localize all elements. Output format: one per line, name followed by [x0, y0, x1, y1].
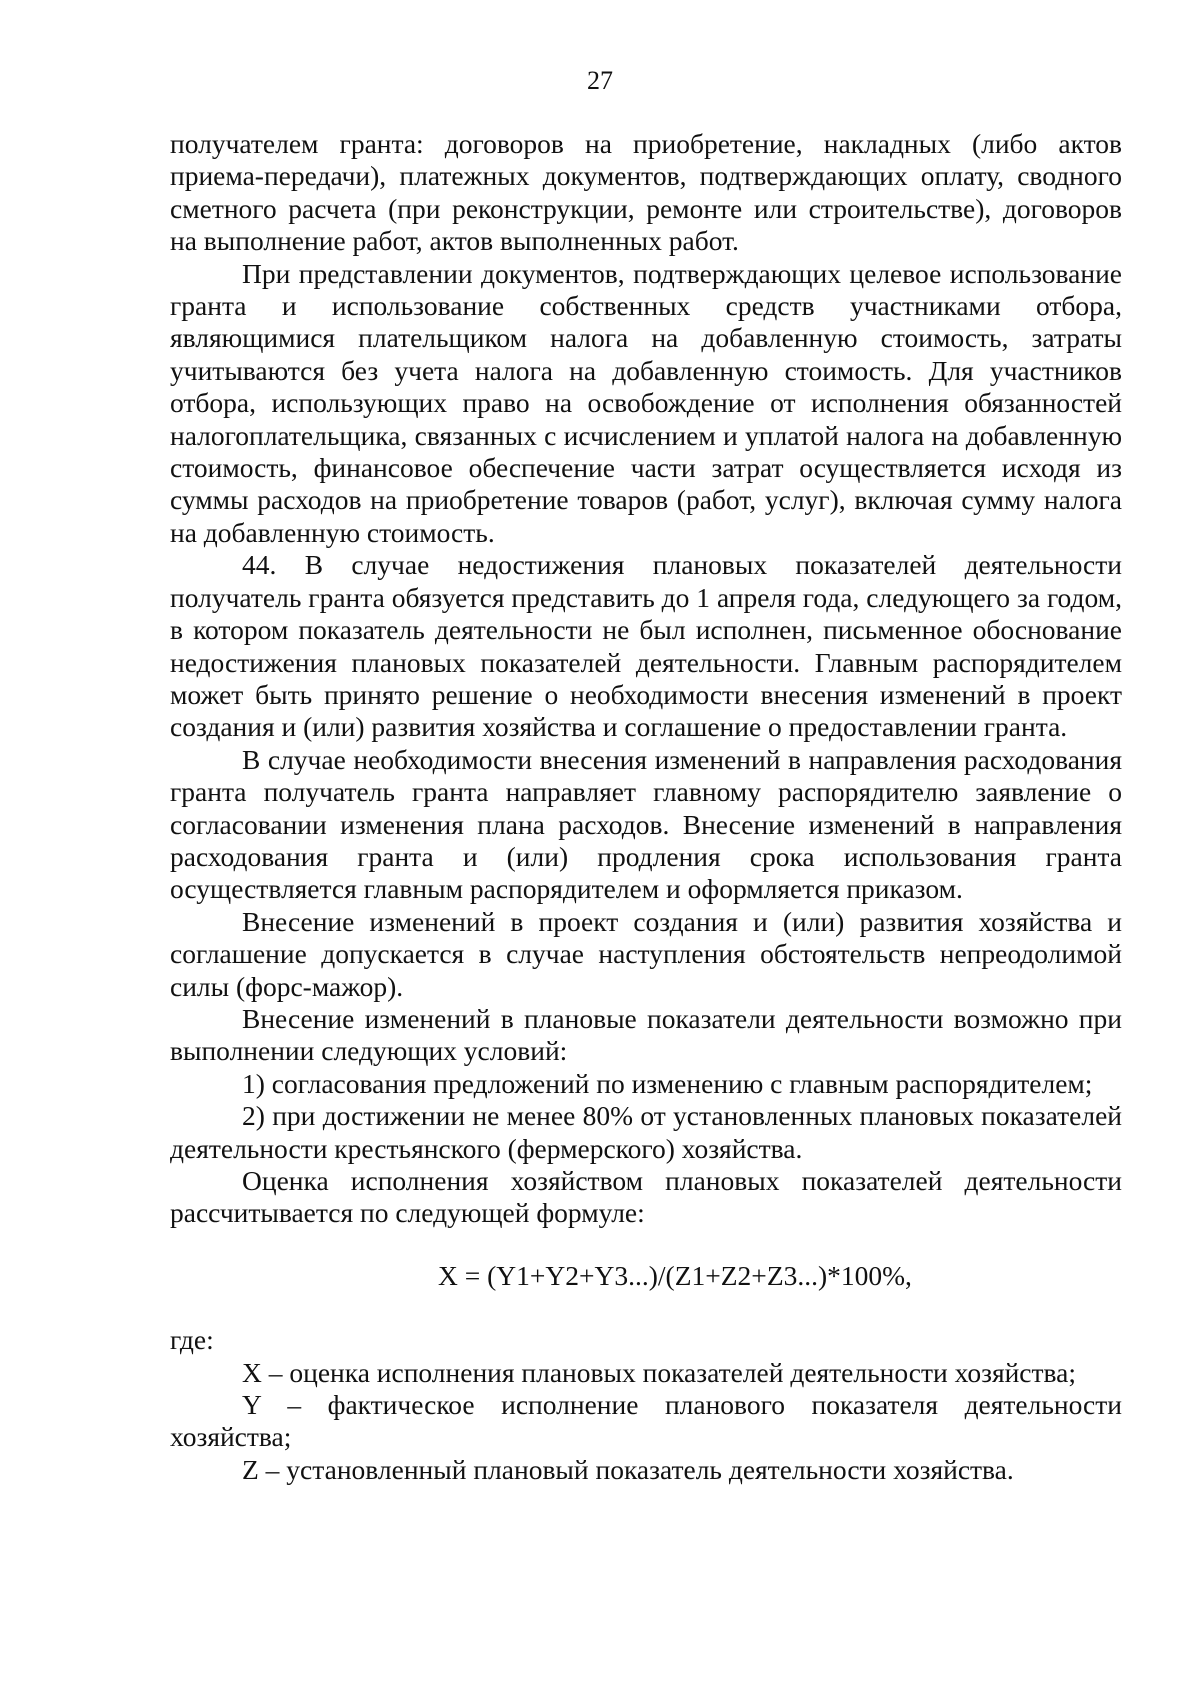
formula: X = (Y1+Y2+Y3...)/(Z1+Z2+Z3...)*100%, — [438, 1259, 912, 1291]
paragraph-conditions-intro: Внесение изменений в плановые показатели деятельности возможно при выполнении следующих условий: — [170, 1002, 1122, 1067]
paragraph-formula-intro: Оценка исполнения хозяйством плановых показателей деятельности рассчитывается по следующей формуле: — [170, 1165, 1122, 1229]
definition-y: Y – фактическое исполнение планового показателя деятельности хозяйства; — [170, 1389, 1122, 1453]
paragraph-force-majeure: Внесение изменений в проект создания и (или) развития хозяйства и соглашение допускается в случае наступления обстоятельств непреодолимой силы (форс-мажор). — [170, 905, 1122, 1002]
page-number: 27 — [587, 66, 613, 95]
paragraph-clause-44: 44. В случае недостижения плановых показателей деятельности получатель гранта обязуется представить до 1 апреля года, следующего за годом, в котором показатель деятельности не был исполнен, письменное обоснование недостижения плановых показателей деятельности. Главным распорядителем может быть принято решение о необходимости внесения изменений в проект создания и (или) развития хозяйства и соглашение о предоставлении гранта. — [170, 549, 1122, 743]
where-label: где: — [170, 1324, 214, 1356]
definition-x: X – оценка исполнения плановых показателей деятельности хозяйства; — [242, 1356, 1076, 1388]
document-body — [170, 128, 1122, 1486]
list-item-condition-1: 1) согласования предложений по изменению с главным распорядителем; — [242, 1067, 1093, 1099]
paragraph-vat: При представлении документов, подтверждающих целевое использование гранта и использование собственных средств участниками отбора, являющимися плательщиком налога на добавленную стоимость, затраты учитываются без учета налога на добавленную стоимость. Для участников отбора, использующих право на освобождение от исполнения обязанностей налогоплательщика, связанных с исчислением и уплатой налога на добавленную стоимость, финансовое обеспечение части затрат осуществляется исходя из суммы расходов на приобретение товаров (работ, услуг), включая сумму налога на добавленную стоимость. — [170, 257, 1122, 548]
paragraph-continuation: получателем гранта: договоров на приобретение, накладных (либо актов приема-передачи), платежных документов, подтверждающих оплату, сводного сметного расчета (при реконструкции, ремонте или строительстве), договоров на выполнение работ, актов выполненных работ. — [170, 128, 1122, 257]
definition-z: Z – установленный плановый показатель деятельности хозяйства. — [242, 1453, 1014, 1485]
paragraph-expense-changes: В случае необходимости внесения изменений в направления расходования гранта получатель гранта направляет главному распорядителю заявление о согласовании изменения плана расходов. Внесение изменений в направления расходования гранта и (или) продления срока использования гранта осуществляется главным распорядителем и оформляется приказом. — [170, 743, 1122, 905]
list-item-condition-2: 2) при достижении не менее 80% от установленных плановых показателей деятельности крестьянского (фермерского) хозяйства. — [170, 1100, 1122, 1164]
